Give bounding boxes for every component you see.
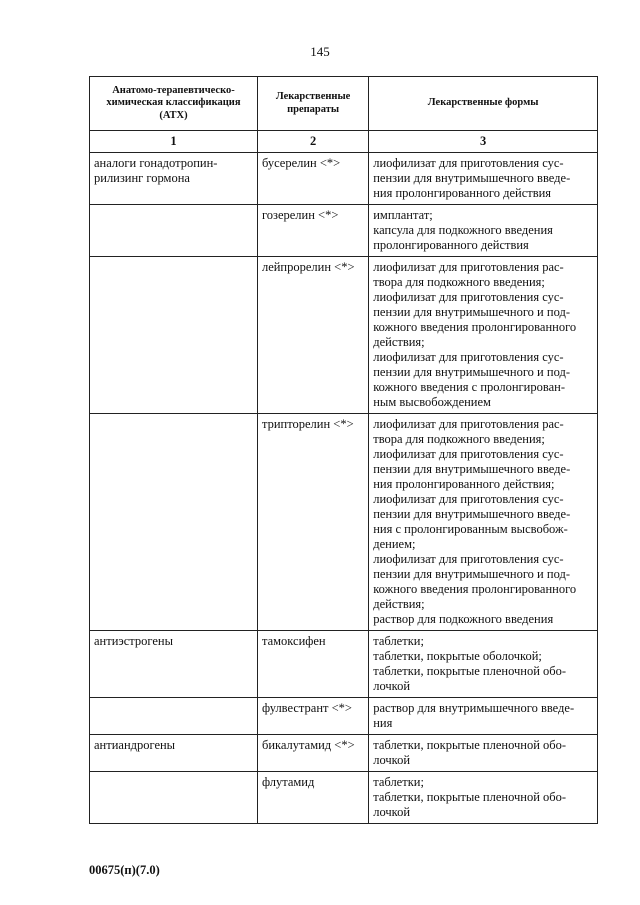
- dosage-form-line: пролонгированного действия: [373, 238, 529, 252]
- dosage-form-line: лиофилизат для приготовления сус-: [373, 350, 564, 364]
- header-line: Лекарственные формы: [427, 97, 539, 109]
- column-number: 1: [90, 131, 258, 153]
- table-row: [90, 631, 598, 698]
- atc-line: рилизинг гормона: [94, 171, 190, 185]
- table-row: [90, 414, 598, 631]
- dosage-form-line: твора для подкожного введения;: [373, 275, 545, 289]
- atc-line: аналоги гонадотропин-: [94, 156, 218, 170]
- drug-name: тамоксифен: [257, 631, 368, 698]
- dosage-form-line: имплантат;: [373, 208, 433, 222]
- dosage-forms-cell: [369, 735, 598, 772]
- dosage-forms-cell: [369, 698, 598, 735]
- dosage-form-line: таблетки;: [373, 634, 424, 648]
- dosage-forms-cell: [369, 205, 598, 257]
- header-line: Лекарственные: [275, 91, 351, 102]
- drug-name: лейпрорелин <*>: [257, 257, 368, 414]
- dosage-forms-cell: [369, 414, 598, 631]
- atc-cell: [90, 772, 258, 824]
- atc-cell: [90, 735, 258, 772]
- dosage-form-line: лочкой: [373, 805, 411, 819]
- dosage-form-line: лиофилизат для приготовления рас-: [373, 260, 564, 274]
- header-line: химическая классификация: [106, 97, 241, 109]
- dosage-form-line: таблетки, покрытые пленочной обо-: [373, 790, 567, 804]
- dosage-forms-cell: [369, 631, 598, 698]
- atc-cell: [90, 414, 258, 631]
- atc-cell: [90, 205, 258, 257]
- dosage-form-line: пензии для внутримышечного и под-: [373, 305, 570, 319]
- dosage-form-line: ния с пролонгированным высвобож-: [373, 522, 568, 536]
- column-number: 3: [369, 131, 598, 153]
- dosage-form-line: лиофилизат для приготовления сус-: [373, 290, 564, 304]
- table-row: [90, 735, 598, 772]
- header-line: препараты: [287, 103, 340, 115]
- dosage-form-line: ния пролонгированного действия: [373, 186, 552, 200]
- atc-line: антиандрогены: [94, 738, 176, 752]
- table-row: [90, 698, 598, 735]
- drug-name: трипторелин <*>: [257, 414, 368, 631]
- dosage-form-line: пензии для внутримышечного и под-: [373, 567, 570, 581]
- dosage-form-line: пензии для внутримышечного введе-: [373, 462, 571, 476]
- dosage-form-line: ным высвобождением: [373, 395, 491, 409]
- dosage-form-line: таблетки, покрытые пленочной обо-: [373, 664, 567, 678]
- dosage-form-line: таблетки, покрытые пленочной обо-: [373, 738, 567, 752]
- header-line: (АТХ): [159, 109, 188, 121]
- dosage-form-line: пензии для внутримышечного введе-: [373, 171, 571, 185]
- dosage-form-line: ния: [373, 716, 393, 730]
- dosage-form-line: лиофилизат для приготовления сус-: [373, 447, 564, 461]
- dosage-form-line: лиофилизат для приготовления сус-: [373, 552, 564, 566]
- table-row: [90, 257, 598, 414]
- table-row: [90, 153, 598, 205]
- dosage-form-line: кожного введения пролонгированного: [373, 582, 577, 596]
- table-row: [90, 205, 598, 257]
- dosage-form-line: пензии для внутримышечного и под-: [373, 365, 570, 379]
- dosage-form-line: действия;: [373, 597, 425, 611]
- atc-cell: [90, 257, 258, 414]
- dosage-form-line: капсула для подкожного введения: [373, 223, 553, 237]
- dosage-form-line: дением;: [373, 537, 416, 551]
- dosage-forms-cell: [369, 153, 598, 205]
- drug-name: гозерелин <*>: [257, 205, 368, 257]
- header-drugs: [257, 77, 368, 131]
- atc-cell: [90, 153, 258, 205]
- drug-table: [89, 76, 598, 824]
- dosage-form-line: лочкой: [373, 753, 411, 767]
- dosage-forms-cell: [369, 772, 598, 824]
- atc-cell: [90, 698, 258, 735]
- dosage-form-line: лиофилизат для приготовления рас-: [373, 417, 564, 431]
- drug-name: фулвестрант <*>: [257, 698, 368, 735]
- dosage-form-line: твора для подкожного введения;: [373, 432, 545, 446]
- page-number: 145: [310, 44, 330, 59]
- atc-cell: [90, 631, 258, 698]
- dosage-form-line: кожного введения пролонгированного: [373, 320, 577, 334]
- dosage-forms-cell: [369, 257, 598, 414]
- header-line: Анатомо-терапевтическо-: [112, 84, 235, 96]
- dosage-form-line: действия;: [373, 335, 425, 349]
- dosage-form-line: таблетки;: [373, 775, 424, 789]
- header-atc: [90, 77, 258, 131]
- dosage-form-line: раствор для внутримышечного введе-: [373, 701, 575, 715]
- drug-name: бусерелин <*>: [257, 153, 368, 205]
- dosage-form-line: кожного введения с пролонгирован-: [373, 380, 565, 394]
- column-number-row: [90, 131, 598, 153]
- dosage-form-line: ния пролонгированного действия;: [373, 477, 555, 491]
- column-number: 2: [257, 131, 368, 153]
- atc-line: антиэстрогены: [94, 634, 174, 648]
- document-code: 00675(п)(7.0): [89, 863, 160, 877]
- header-row: [90, 77, 598, 131]
- dosage-form-line: лиофилизат для приготовления сус-: [373, 156, 564, 170]
- header-forms: [369, 77, 598, 131]
- dosage-form-line: раствор для подкожного введения: [373, 612, 554, 626]
- dosage-form-line: лочкой: [373, 679, 411, 693]
- drug-name: флутамид: [257, 772, 368, 824]
- drug-name: бикалутамид <*>: [257, 735, 368, 772]
- dosage-form-line: пензии для внутримышечного введе-: [373, 507, 571, 521]
- table-row: [90, 772, 598, 824]
- dosage-form-line: таблетки, покрытые оболочкой;: [373, 649, 542, 663]
- dosage-form-line: лиофилизат для приготовления сус-: [373, 492, 564, 506]
